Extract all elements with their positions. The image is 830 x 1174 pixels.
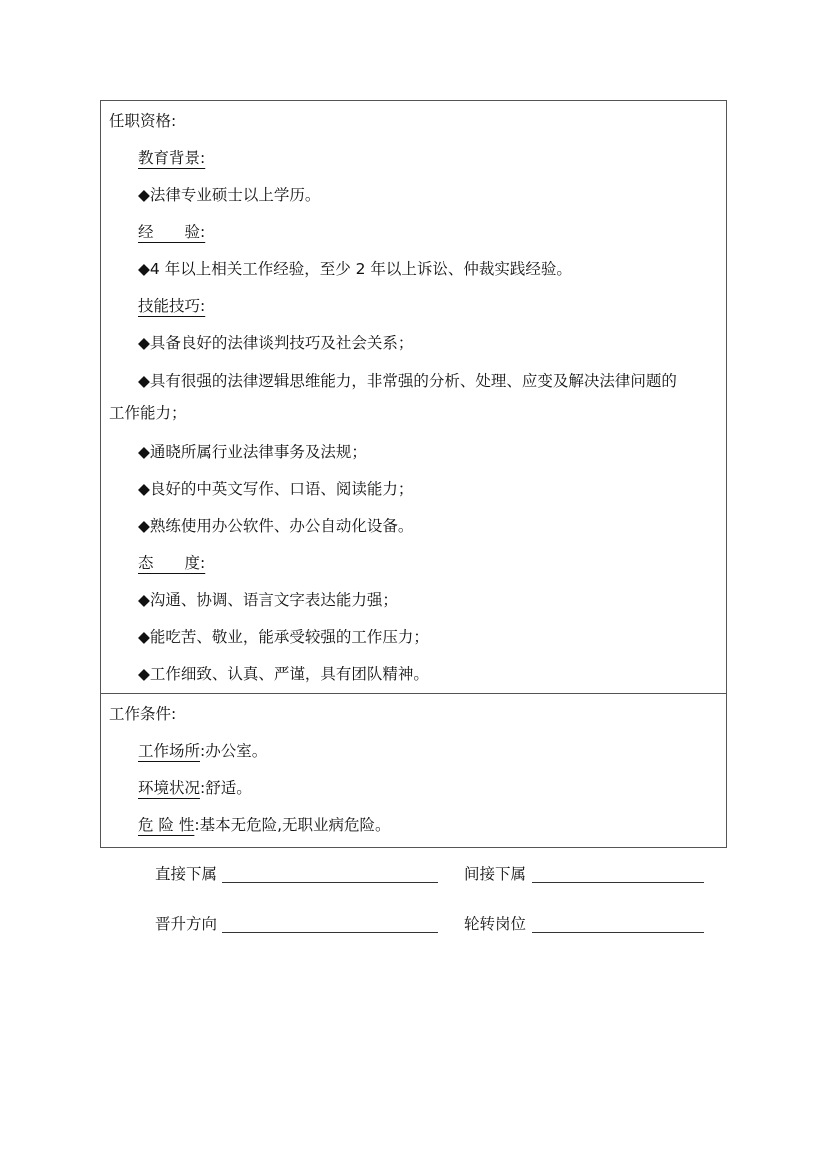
promotion-field[interactable] <box>222 932 438 933</box>
condition-label: 工作场所 <box>138 742 201 760</box>
list-item: ◆能吃苦、敬业，能承受较强的工作压力； <box>138 628 429 646</box>
condition-row <box>109 733 718 770</box>
direct-subordinate-label: 直接下属 <box>155 865 218 883</box>
list-item: ◆沟通、协调、语言文字表达能力强； <box>138 591 398 609</box>
list-item: ◆具有很强的法律逻辑思维能力，非常强的分析、处理、应变及解决法律问题的 <box>138 372 677 390</box>
list-item: ◆具备良好的法律谈判技巧及社会关系； <box>138 334 414 352</box>
list-item: ◆良好的中英文写作、口语、阅读能力； <box>138 480 414 498</box>
attitude-heading: 态 度: <box>138 554 206 572</box>
indirect-subordinate-field[interactable] <box>532 882 704 883</box>
indirect-subordinate-label: 间接下属 <box>464 865 527 883</box>
skills-heading: 技能技巧: <box>138 297 206 315</box>
section-title: 任职资格: <box>109 112 177 130</box>
condition-label: 环境状况 <box>138 779 201 797</box>
list-item: ◆法律专业硕士以上学历。 <box>138 186 321 204</box>
condition-row <box>109 770 718 807</box>
experience-heading: 经 验: <box>138 223 206 241</box>
list-item: ◆熟练使用办公软件、办公自动化设备。 <box>138 517 414 535</box>
rotation-label: 轮转岗位 <box>464 915 527 933</box>
condition-value: :办公室。 <box>200 742 268 760</box>
list-item: ◆通晓所属行业法律事务及法规； <box>138 443 367 461</box>
promotion-label: 晋升方向 <box>155 915 218 933</box>
conditions-section <box>101 693 726 847</box>
list-item-continuation: 工作能力； <box>109 404 187 422</box>
list-item: ◆工作细致、认真、严谨，具有团队精神。 <box>138 665 429 683</box>
section-title: 工作条件: <box>109 705 177 723</box>
job-spec-table <box>100 100 727 848</box>
list-item: ◆4 年以上相关工作经验，至少 2 年以上诉讼、仲裁实践经验。 <box>138 260 572 278</box>
direct-subordinate-field[interactable] <box>222 882 438 883</box>
condition-value: :舒适。 <box>200 779 252 797</box>
condition-value: :基本无危险,无职业病危险。 <box>194 816 391 834</box>
rotation-field[interactable] <box>532 932 704 933</box>
education-heading: 教育背景: <box>138 149 206 167</box>
qualifications-section <box>101 101 726 693</box>
condition-row <box>109 807 718 844</box>
condition-label: 危 险 性 <box>138 816 195 834</box>
